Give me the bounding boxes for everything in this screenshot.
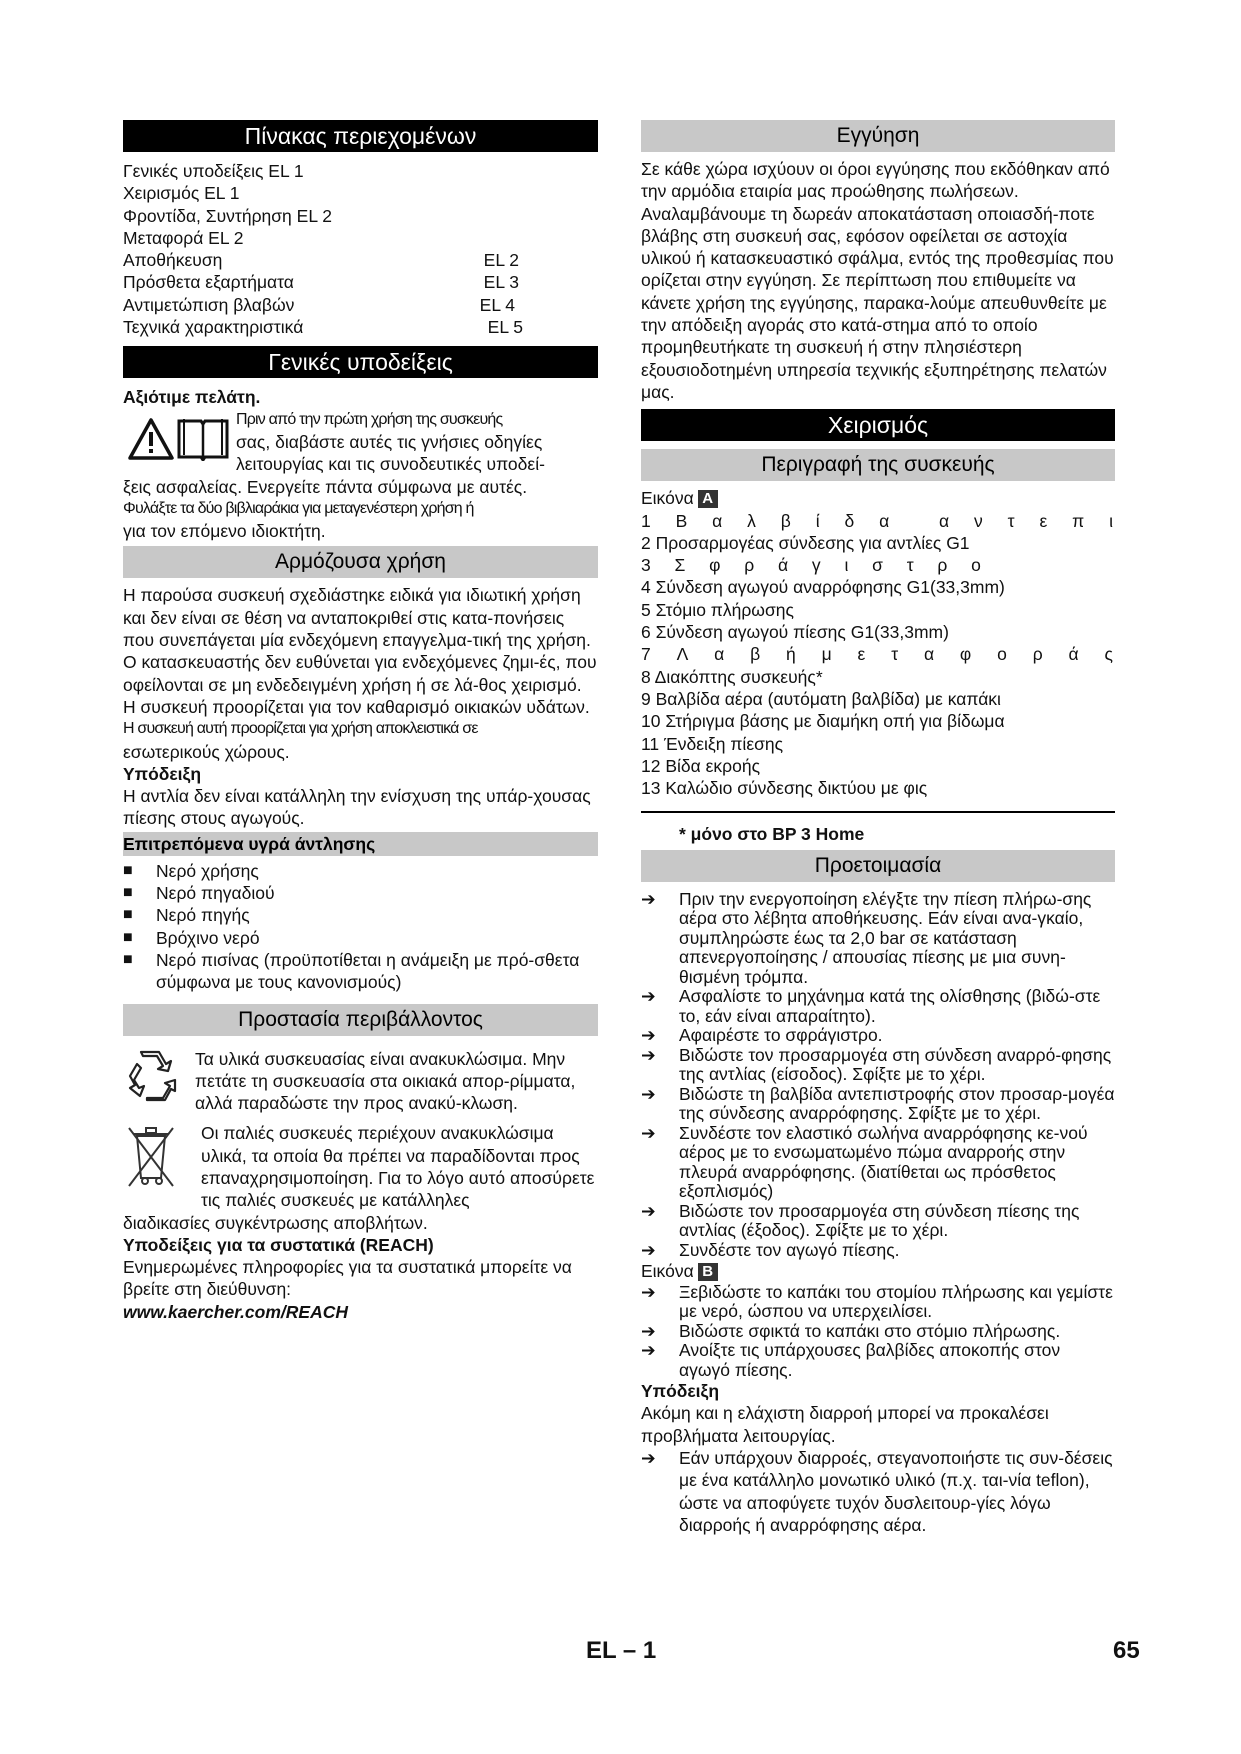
arrow-right-icon: ➔ [641, 1122, 656, 1143]
toc-item[interactable] [123, 205, 523, 227]
footnote: * μόνο στο BP 3 Home [679, 824, 865, 845]
note-title: Υπόδειξη [123, 763, 202, 784]
step-item [641, 1046, 1115, 1085]
footer-language [586, 1637, 657, 1664]
step-text: Πριν την ενεργοποίηση ελέγξτε την πίεση πλήρω-σης αέρα στο λέβητα αποθήκευσης. Εάν είναι ανα-γκαίο, συμπληρώστε έως τα 2,0 bar σε κατάσταση απενεργοποίησης / απουσίας πίεσης με μια συνη-θισμένη τρόμπα. [679, 888, 1092, 987]
part-char: τ [891, 644, 899, 665]
arrow-right-icon: ➔ [641, 1340, 656, 1361]
figure-a-badge: A [698, 490, 718, 508]
step-text: Βιδώστε τον προσαρμογέα στη σύνδεση αναρρό-φησης της αντλίας (είσοδος). Σφίξτε με το χέρι. [679, 1044, 1112, 1085]
list-item [123, 949, 598, 994]
part-char: ι [844, 555, 849, 576]
intro-line: σας, διαβάστε αυτές τις γνήσιες οδηγίες [236, 431, 543, 452]
weee-text-cont: διαδικασίες συγκέντρωσης αποβλήτων. [123, 1212, 428, 1233]
description-heading: Περιγραφή της συσκευής [641, 449, 1115, 481]
step-text: Ασφαλίστε το μηχάνημα κατά της ολίσθησης (βιδώ-στε το, εάν είναι απαραίτητο). [679, 986, 1101, 1026]
toc-item[interactable] [123, 316, 523, 338]
part-char: ε [857, 644, 866, 665]
figure-b-ref [641, 1260, 1115, 1282]
toc-item-label: Φροντίδα, Συντήρηση EL 2 [123, 205, 333, 226]
list-item [123, 882, 598, 904]
warning-triangle-icon [127, 417, 175, 461]
footer-section-page: – 1 [622, 1637, 657, 1664]
toc-list [123, 160, 598, 338]
intended-use-p2: Ο κατασκευαστής δεν ευθύνεται για ενδεχόμενες ζημι-ές, που οφείλονται σε μη ενδεδειγμένη χρήση ή σε λά-θος χειρισμό. [123, 652, 597, 695]
toc-item[interactable] [123, 249, 523, 271]
crossed-bin-icon [123, 1122, 179, 1188]
recycle-icon-wrap [123, 1048, 195, 1115]
right-column [641, 120, 1115, 1536]
toc-item-page: EL 4 [479, 294, 515, 315]
arrow-right-icon: ➔ [641, 1044, 656, 1065]
part-char: α [879, 510, 890, 531]
reach-text: Ενημερωμένες πληροφορίες για τα συστατικά μπορείτε να βρείτε στη διεύθυνση: [123, 1257, 572, 1300]
warranty-text: Σε κάθε χώρα ισχύουν οι όροι εγγύησης που εκδόθηκαν από την αρμόδια εταιρία μας προώθησης πωλήσεων. Αναλαμβάνουμε τη δωρεάν αποκατάσταση οποιασδή-ποτε βλάβης στη συσκευή σας, εφόσον οφείλεται σε αστοχία υλικού ή κατασκευαστικό σφάλμα, εντός της προθεσμίας που ορίζεται στην εγγύηση. Σε περίπτωση που επιθυμείτε να κάνετε χρήση της εγγύησης, παρακα-λούμε απευθυνθείτε με την απόδειξη αγοράς στο κατά-στημα από το οποίο προμηθευτήκατε τη συσκευή ή στην πλησιέστερη εξουσιοδοτημένη υπηρεσία τεχνικής εξυπηρέτησης πελατών μας. [641, 159, 1114, 402]
part-item [641, 643, 1115, 665]
manual-book-icon [175, 415, 231, 461]
list-item-text: Βρόχινο νερό [156, 927, 260, 948]
intended-use-p3: Η συσκευή προορίζεται για τον καθαρισμό οικιακών υδάτων. [123, 696, 590, 717]
intended-use-heading: Αρμόζουσα χρήση [123, 546, 598, 578]
step-item [641, 1085, 1115, 1124]
part-item: 13 Καλώδιο σύνδεσης δικτύου με φις [641, 778, 928, 799]
list-item [123, 927, 598, 949]
arrow-right-icon: ➔ [641, 1320, 656, 1341]
toc-item-label: Τεχνικά χαρακτηριστικά [123, 317, 304, 338]
left-column [123, 120, 598, 1323]
intro-line: για τον επόμενο ιδιοκτήτη. [123, 521, 326, 542]
toc-item[interactable] [123, 294, 523, 316]
part-char: α [923, 644, 935, 665]
intro-line: Πριν από την πρώτη χρήση της συσκευής [236, 410, 503, 428]
figure-label: Εικόνα [641, 1261, 694, 1282]
part-char: π [1072, 510, 1085, 531]
part-char: ρ [744, 555, 755, 576]
recycle-text: Τα υλικά συσκευασίας είναι ανακυκλώσιμα. Μην πετάτε τη συσκευασία στα οικιακά απορ-ρίμματα, αλλά παραδώστε την προς ανακύ-κλωση. [195, 1048, 576, 1114]
step-item [641, 987, 1115, 1026]
intro-line: ξεις ασφαλείας. Ενεργείτε πάντα σύμφωνα με αυτές. [123, 476, 528, 497]
square-bullet-icon: ■ [123, 906, 133, 924]
part-char: γ [811, 555, 821, 576]
toc-item-page: EL 2 [483, 250, 519, 271]
environment-heading: Προστασία περιβάλλοντος [123, 1004, 598, 1036]
safety-intro [123, 409, 598, 476]
list-item [123, 904, 598, 926]
arrow-right-icon: ➔ [641, 1281, 656, 1302]
part-item: 12 Βίδα εκροής [641, 755, 761, 776]
part-item: 8 Διακόπτης συσκευής* [641, 666, 823, 687]
toc-item-label: Χειρισμός EL 1 [123, 183, 240, 204]
safety-intro-text [236, 409, 545, 476]
divider [641, 811, 1115, 813]
part-char: ρ [937, 555, 948, 576]
toc-item-label: Γενικές υποδείξεις EL 1 [123, 161, 304, 181]
list-item-text: Νερό πηγής [156, 905, 250, 926]
step-text: Βιδώστε τον προσαρμογέα στη σύνδεση πίεσης της αντλίας (έξοδος). Σφίξτε με το χέρι. [679, 1200, 1080, 1241]
part-char: α [714, 644, 725, 665]
part-item: 9 Βαλβίδα αέρα (αυτόματη βαλβίδα) με καπάκι [641, 688, 1001, 709]
intended-use-p1: Η παρούσα συσκευή σχεδιάστηκε ειδικά για ιδιωτική χρήση και δεν είναι σε θέση να ανταποκριθεί στις κατα-πονήσεις που συνεπάγεται μία ενδεχόμενη επαγγελμα-τική της χρήση. [123, 585, 591, 651]
liquids-heading: Επιτρεπόμενα υγρά άντλησης [123, 832, 598, 856]
part-char: β [750, 644, 761, 665]
step-item [641, 1241, 1115, 1261]
list-item-text: Νερό πηγαδιού [156, 883, 275, 904]
part-char: τ [906, 555, 914, 576]
intended-use-p4: Η συσκευή αυτή προορίζεται για χρήση αποκλειστικά σε [123, 720, 478, 738]
general-heading: Γενικές υποδείξεις [123, 346, 598, 378]
part-item [641, 554, 983, 576]
dear-customer: Αξιότιμε πελάτη. [123, 387, 261, 408]
part-item: 2 Προσαρμογέας σύνδεσης για αντλίες G1 [641, 532, 970, 553]
reach-link[interactable]: www.kaercher.com/REACH [123, 1301, 348, 1322]
note-text: Ακόμη και η ελάχιστη διαρροή μπορεί να προκαλέσει προβλήματα λειτουργίας. [641, 1403, 1049, 1446]
toc-item-page: EL 3 [483, 272, 519, 293]
part-char: α [712, 510, 723, 531]
square-bullet-icon: ■ [123, 884, 133, 902]
part-char: ά [1068, 644, 1079, 665]
part-item: 4 Σύνδεση αγωγού αναρρόφησης G1(33,3mm) [641, 577, 1005, 598]
operation-heading: Χειρισμός [641, 409, 1115, 441]
part-item: 10 Στήριγμα βάσης με διαμήκη οπή για βίδωμα [641, 711, 1005, 732]
part-char: σ [872, 555, 883, 576]
arrow-right-icon: ➔ [641, 1239, 656, 1260]
step-text: Εάν υπάρχουν διαρροές, στεγανοποιήστε τις συν-δέσεις με ένα κατάλληλο μονωτικό υλικό (π.χ. ται-νία teflon), ώστε να αποφύγετε τυχόν δυσλειτουρ-γίες λόγω διαρροής ή αναρρόφησης αέρα. [679, 1447, 1113, 1535]
reach-title: Υποδείξεις για τα συστατικά (REACH) [123, 1234, 434, 1255]
note-title: Υπόδειξη [641, 1381, 720, 1402]
part-char: ά [778, 555, 789, 576]
figure-b-badge: B [698, 1263, 718, 1281]
part-char: Λ [676, 644, 689, 665]
recycle-block [123, 1048, 598, 1115]
part-char: ς [1104, 644, 1113, 665]
step-item [641, 1124, 1115, 1202]
part-char: Σ [674, 555, 686, 576]
footer-lang-code: EL [586, 1637, 617, 1664]
toc-item[interactable] [123, 160, 523, 182]
step-text: Ανοίξτε τις υπάρχουσες βαλβίδες αποκοπής στον αγωγό πίεσης. [679, 1340, 1061, 1380]
part-item: 6 Σύνδεση αγωγού πίεσης G1(33,3mm) [641, 622, 949, 643]
toc-item-label: Αποθήκευση [123, 250, 223, 271]
part-char: ρ [1032, 644, 1043, 665]
square-bullet-icon: ■ [123, 928, 133, 946]
recycle-icon [123, 1050, 177, 1102]
weee-block [123, 1122, 598, 1211]
part-char: μ [821, 644, 832, 665]
preparation-steps-b [641, 1283, 1115, 1381]
part-char: ί [815, 510, 820, 531]
toc-item-label: Αντιμετώπιση βλαβών [123, 294, 295, 315]
part-char: ο [997, 644, 1007, 665]
figure-label: Εικόνα [641, 488, 694, 509]
step-text: Ξεβιδώστε το καπάκι του στομίου πλήρωσης και γεμίστε με νερό, ώσπου να υπερχειλίσει. [679, 1281, 1113, 1322]
safety-icons [123, 409, 236, 475]
list-item-text: Νερό χρήσης [156, 860, 259, 881]
part-char: δ [844, 510, 855, 531]
liquids-list [123, 860, 598, 994]
step-item [641, 1322, 1115, 1342]
figure-a-ref [641, 487, 1115, 509]
weee-icon-wrap [123, 1122, 201, 1211]
part-char: ε [1039, 510, 1048, 531]
toc-item-label: Πρόσθετα εξαρτήματα [123, 272, 294, 293]
part-item [641, 510, 1115, 532]
step-item [641, 1447, 1115, 1536]
step-text: Συνδέστε τον αγωγό πίεσης. [679, 1239, 900, 1260]
arrow-right-icon: ➔ [641, 1447, 656, 1468]
part-char: Β [675, 510, 688, 531]
part-char: α [939, 510, 950, 531]
parts-list [641, 510, 1115, 800]
step-text: Αφαιρέστε το σφράγιστρο. [679, 1025, 883, 1046]
list-item-text: Νερό πισίνας (προϋποτίθεται η ανάμειξη με πρό-σθετα σύμφωνα με τους κανονισμούς) [156, 949, 580, 993]
square-bullet-icon: ■ [123, 950, 133, 968]
part-char: φ [959, 644, 972, 665]
step-item [641, 1202, 1115, 1241]
toc-heading: Πίνακας περιεχομένων [123, 120, 598, 152]
intended-use-p4b: εσωτερικούς χώρους. [123, 741, 290, 762]
part-char: φ [709, 555, 721, 576]
toc-item-label: Μεταφορά EL 2 [123, 227, 244, 248]
arrow-right-icon: ➔ [641, 986, 656, 1007]
step-item [641, 1341, 1115, 1380]
intro-line: λειτουργίας και τις συνοδευτικές υποδεί- [236, 454, 545, 475]
part-char: 1 [641, 510, 651, 531]
square-bullet-icon: ■ [123, 861, 133, 879]
arrow-right-icon: ➔ [641, 888, 656, 909]
list-item [123, 860, 598, 882]
step-text: Συνδέστε τον ελαστικό σωλήνα αναρρόφησης κε-νού αέρος με το ενσωματωμένο πώμα αναρροής στην πλευρά αναρρόφησης. (διατίθεται ως πρόσθετος εξοπλισμός) [679, 1122, 1088, 1202]
arrow-right-icon: ➔ [641, 1200, 656, 1221]
weee-text: Οι παλιές συσκευές περιέχουν ανακυκλώσιμα υλικά, τα οποία θα πρέπει να παραδίδονται προς επαναχρησιμοποίηση. Για το λόγο αυτό αποσύρετε τις παλιές συσκευές με κατάλληλες [201, 1123, 595, 1211]
toc-item-page: EL 5 [487, 317, 523, 338]
part-char: λ [747, 510, 756, 531]
part-char: τ [1007, 510, 1015, 531]
warranty-heading: Εγγύηση [641, 120, 1115, 152]
part-char: ι [1109, 510, 1113, 531]
toc-item[interactable] [123, 182, 523, 204]
step-item [641, 890, 1115, 988]
footer-page-number: 65 [1113, 1637, 1140, 1664]
part-item: 5 Στόμιο πλήρωσης [641, 599, 794, 620]
preparation-steps [641, 890, 1115, 1261]
part-char: 7 [641, 644, 651, 665]
step-item [641, 1026, 1115, 1046]
toc-item[interactable] [123, 271, 523, 293]
part-char: ο [971, 555, 981, 576]
part-char: β [780, 510, 791, 531]
part-char: ν [974, 510, 983, 531]
part-char: 3 [641, 555, 651, 576]
note-text: Η αντλία δεν είναι κατάλληλη την ενίσχυση της υπάρ-χουσας πίεσης στους αγωγούς. [123, 786, 591, 829]
arrow-right-icon: ➔ [641, 1083, 656, 1104]
preparation-heading: Προετοιμασία [641, 850, 1115, 882]
step-text: Βιδώστε τη βαλβίδα αντεπιστροφής στον προσαρ-μογέα της σύνδεσης αναρρόφησης. Σφίξτε με το χέρι. [679, 1083, 1115, 1124]
step-item [641, 1283, 1115, 1322]
toc-item[interactable] [123, 227, 523, 249]
intro-line: Φυλάξτε τα δύο βιβλιαράκια για μεταγενέστερη χρήση ή [123, 499, 474, 517]
arrow-right-icon: ➔ [641, 1025, 656, 1046]
step-text: Βιδώστε σφικτά το καπάκι στο στόμιο πλήρωσης. [679, 1320, 1061, 1341]
part-char: ή [786, 644, 796, 665]
part-item: 11 Ένδειξη πίεσης [641, 733, 784, 754]
